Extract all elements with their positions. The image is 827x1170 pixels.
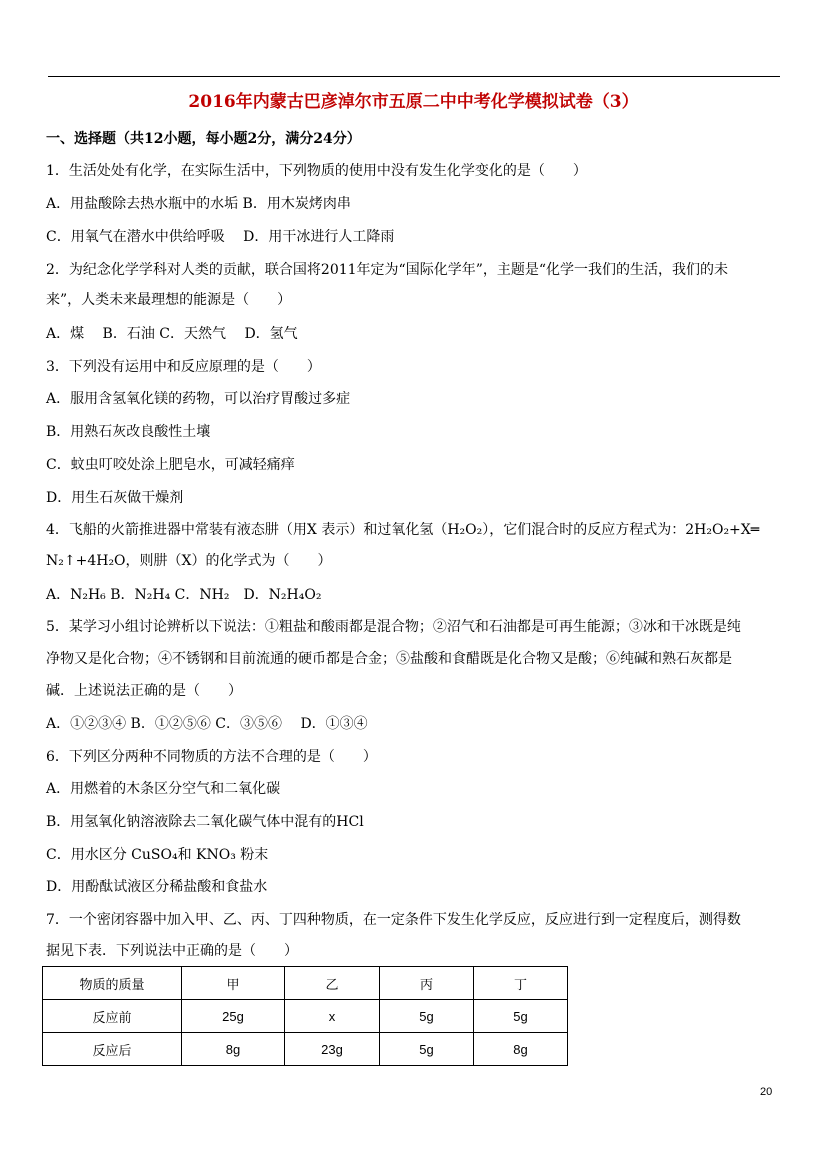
table-header-cell: 丙: [380, 967, 474, 1000]
question-5: 5．某学习小组讨论辨析以下说法：①粗盐和酸雨都是混合物；②沼气和石油都是可再生能源；③冰和干冰既是纯: [46, 619, 741, 635]
table-header-row: [43, 967, 568, 1000]
question-7: 7．一个密闭容器中加入甲、乙、丙、丁四种物质，在一定条件下发生化学反应，反应进行到一定程度后，测得数: [46, 912, 741, 928]
section-heading: 一、选择题（共12小题，每小题2分，满分24分）: [46, 131, 361, 147]
q4-options: A．N₂H₆ B．N₂H₄ C．NH₂ D．N₂H₄O₂: [46, 587, 322, 603]
question-4: 4．飞船的火箭推进器中常装有液态肼（用X 表示）和过氧化氢（H₂O₂），它们混合时的反应方程式为：2H₂O₂+X═: [46, 522, 760, 538]
mass-data-table: [42, 966, 568, 1066]
q6-option-d: D．用酚酞试液区分稀盐酸和食盐水: [46, 879, 268, 895]
table-row: [43, 1033, 568, 1066]
question-4-cont: N₂↑+4H₂O，则肼（X）的化学式为（ ）: [46, 553, 332, 569]
question-5-cont2: 碱．上述说法正确的是（ ）: [46, 683, 242, 699]
table-cell: 5g: [380, 1000, 474, 1033]
q3-option-d: D．用生石灰做干燥剂: [46, 490, 184, 506]
q2-options: A．煤 B．石油 C．天然气 D．氢气: [46, 326, 298, 342]
table-cell: 5g: [474, 1000, 568, 1033]
question-2: 2．为纪念化学学科对人类的贡献，联合国将2011年定为“国际化学年”，主题是“化学一我们的生活，我们的未: [46, 262, 729, 278]
header-rule: [48, 76, 780, 77]
table-cell: 5g: [380, 1033, 474, 1066]
q3-option-a: A．服用含氢氧化镁的药物，可以治疗胃酸过多症: [46, 391, 351, 407]
table-header-cell: 丁: [474, 967, 568, 1000]
q6-option-a: A．用燃着的木条区分空气和二氧化碳: [46, 781, 281, 797]
table-cell: 反应前: [43, 1000, 182, 1033]
question-5-cont: 净物又是化合物；④不锈钢和目前流通的硬币都是合金；⑤盐酸和食醋既是化合物又是酸；⑥纯碱和熟石灰都是: [46, 651, 732, 667]
q3-option-b: B．用熟石灰改良酸性土壤: [46, 424, 211, 440]
page-number: 20: [760, 1086, 773, 1098]
question-7-cont: 据见下表．下列说法中正确的是（ ）: [46, 943, 298, 959]
table-cell: x: [285, 1000, 380, 1033]
document-title: 2016年内蒙古巴彦淖尔市五原二中中考化学模拟试卷（3）: [188, 92, 639, 112]
q1-options-ab: A．用盐酸除去热水瓶中的水垢 B．用木炭烤肉串: [46, 196, 351, 212]
table-row: [43, 1000, 568, 1033]
table-cell: 反应后: [43, 1033, 182, 1066]
q1-options-cd: C．用氧气在潜水中供给呼吸 D．用干冰进行人工降雨: [46, 229, 395, 245]
table-cell: 8g: [474, 1033, 568, 1066]
table-cell: 23g: [285, 1033, 380, 1066]
question-1: 1．生活处处有化学，在实际生活中，下列物质的使用中没有发生化学变化的是（ ）: [46, 163, 587, 179]
table-cell: 25g: [182, 1000, 285, 1033]
table-cell: 8g: [182, 1033, 285, 1066]
q6-option-b: B．用氢氧化钠溶液除去二氧化碳气体中混有的HCl: [46, 814, 364, 830]
q5-options: A．①②③④ B．①②⑤⑥ C．③⑤⑥ D．①③④: [46, 716, 368, 732]
q6-option-c: C．用水区分 CuSO₄和 KNO₃ 粉末: [46, 847, 269, 863]
question-3: 3．下列没有运用中和反应原理的是（ ）: [46, 359, 321, 375]
q3-option-c: C．蚊虫叮咬处涂上肥皂水，可减轻痛痒: [46, 457, 295, 473]
question-6: 6．下列区分两种不同物质的方法不合理的是（ ）: [46, 749, 377, 765]
question-2-cont: 来”，人类未来最理想的能源是（ ）: [46, 292, 292, 308]
table-header-cell: 甲: [182, 967, 285, 1000]
table-header-cell: 物质的质量: [43, 967, 182, 1000]
table-header-cell: 乙: [285, 967, 380, 1000]
